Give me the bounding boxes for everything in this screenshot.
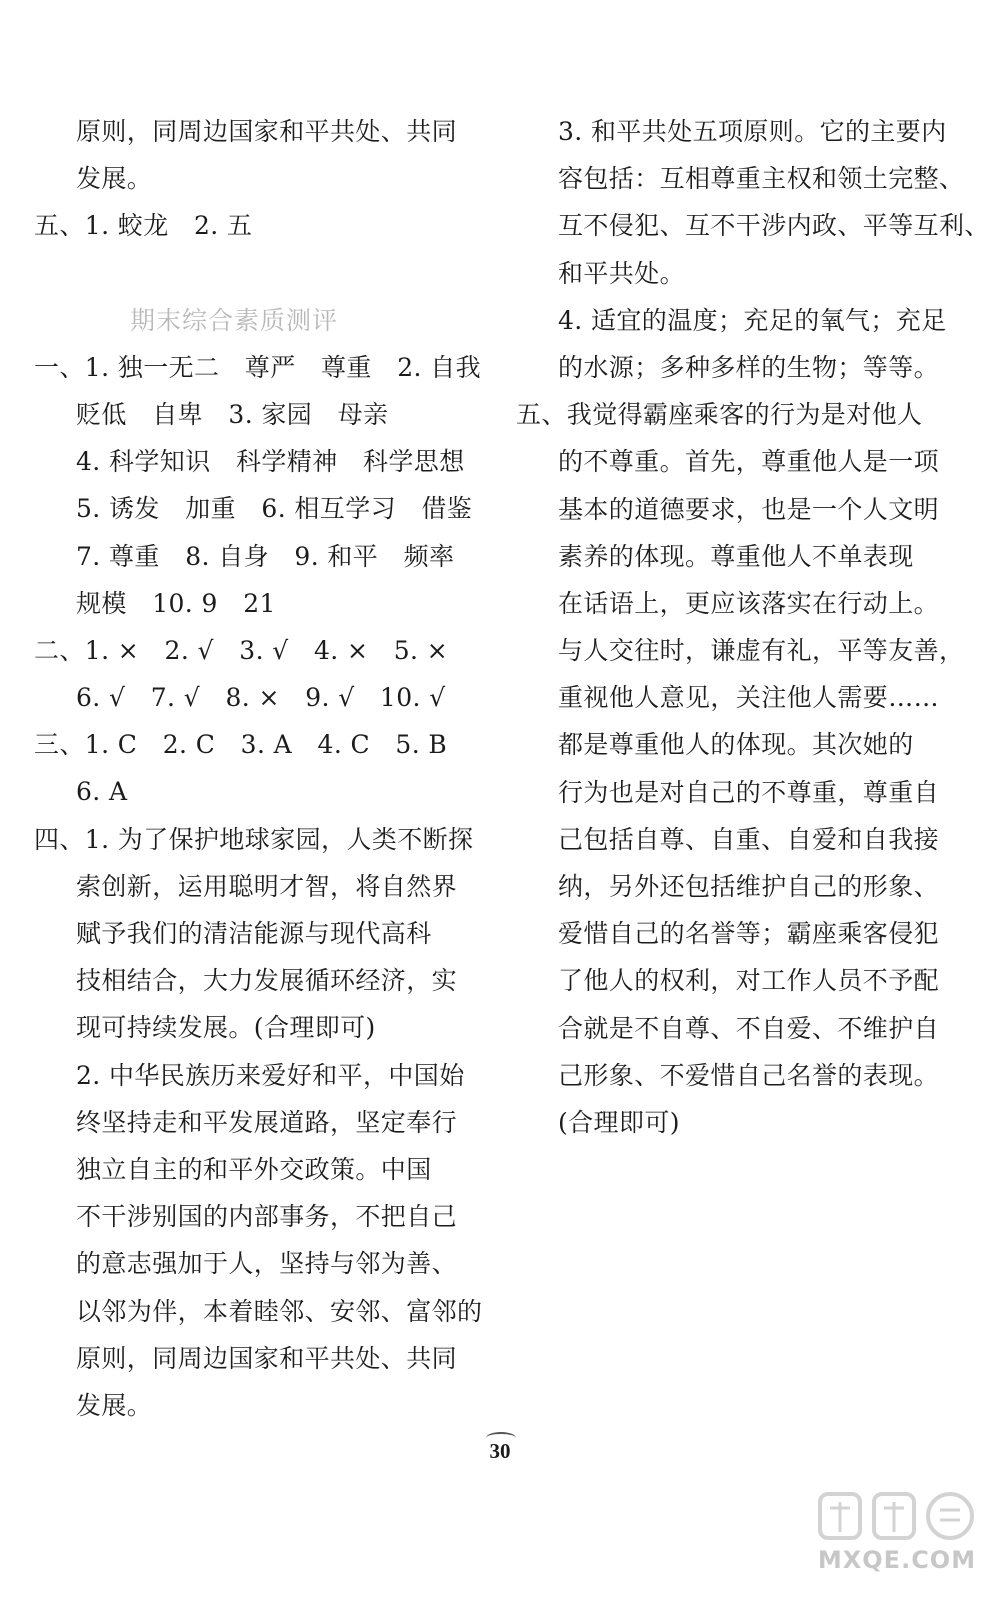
right-text-line: (合理即可) <box>558 1107 680 1137</box>
left-column <box>34 108 482 1429</box>
right-text-line: 互不侵犯、互不干涉内政、平等互利、 <box>558 211 990 241</box>
right-text-line: 的水源；多种多样的生物；等等。 <box>558 352 940 382</box>
right-text-line: 了他人的权利，对工作人员不予配 <box>558 966 940 996</box>
right-text-line: 纳，另外还包括维护自己的形象、 <box>558 872 940 901</box>
left-text-line: 一、1. 独一无二 尊严 尊重 2. 自我 <box>34 352 481 382</box>
left-text-line: 现可持续发展。(合理即可) <box>76 1013 376 1043</box>
left-text-line: 的意志强加于人，坚持与邻为善、 <box>76 1249 458 1279</box>
right-text-line: 重视他人意见，关注他人需要…… <box>558 683 940 713</box>
left-text-line: 发展。 <box>76 1390 153 1420</box>
left-text-line: 规模 10. 9 21 <box>76 588 276 618</box>
left-text-line: 4. 科学知识 科学精神 科学思想 <box>76 447 465 477</box>
right-text-line: 己包括自尊、自重、自爱和自我接 <box>558 824 940 854</box>
right-text-line: 爱惜自己的名誉等；霸座乘客侵犯 <box>558 919 940 949</box>
left-text-line: 五、1. 蛟龙 2. 五 <box>34 211 253 241</box>
left-text-line: 以邻为伴，本着睦邻、安邻、富邻的 <box>76 1296 483 1326</box>
right-text-line: 3. 和平共处五项原则。它的主要内 <box>558 117 947 146</box>
left-text-line: 6. √ 7. √ 8. × 9. √ 10. √ <box>76 683 446 713</box>
right-text-line: 4. 适宜的温度；充足的氧气；充足 <box>558 305 947 335</box>
left-text-line: 独立自主的和平外交政策。中国 <box>76 1154 432 1184</box>
page-number: 30 <box>489 1439 511 1463</box>
left-text-line: 四、1. 为了保护地球家园，人类不断探 <box>34 824 474 854</box>
right-text-line: 都是尊重他人的体现。其次她的 <box>558 730 914 760</box>
right-text-line: 与人交往时，谦虚有礼，平等友善， <box>558 636 965 666</box>
left-text-line: 赋予我们的清洁能源与现代高科 <box>76 919 432 948</box>
left-text-line: 终坚持走和平发展道路，坚定奉行 <box>76 1107 458 1137</box>
right-text-line: 在话语上，更应该落实在行动上。 <box>558 588 940 618</box>
section-title: 期末综合素质测评 <box>130 305 339 335</box>
left-text-line: 二、1. × 2. √ 3. √ 4. × 5. × <box>34 635 449 665</box>
left-text-line: 2. 中华民族历来爱好和平，中国始 <box>76 1060 465 1090</box>
right-text-line: 基本的道德要求，也是一个人文明 <box>558 494 940 524</box>
right-text-line: 和平共处。 <box>558 258 686 288</box>
right-text-line: 合就是不自尊、不自爱、不维护自 <box>558 1013 940 1043</box>
right-text-line: 素养的体现。尊重他人不单表现 <box>558 541 914 571</box>
right-text-line: 己形象、不爱惜自己名誉的表现。 <box>558 1060 940 1090</box>
right-text-line: 五、我觉得霸座乘客的行为是对他人 <box>516 400 923 430</box>
right-text-line: 行为也是对自己的不尊重，尊重自 <box>558 777 940 807</box>
left-text-line: 索创新，运用聪明才智，将自然界 <box>76 871 458 901</box>
left-text-line: 发展。 <box>76 164 153 194</box>
left-text-line: 6. A <box>76 777 128 807</box>
left-text-line: 贬低 自卑 3. 家园 母亲 <box>76 399 389 429</box>
right-text-line: 容包括：互相尊重主权和领土完整、 <box>558 164 965 194</box>
left-text-line: 原则，同周边国家和平共处、共同 <box>76 1343 458 1373</box>
left-text-line: 原则，同周边国家和平共处、共同 <box>76 117 458 146</box>
left-text-line: 三、1. C 2. C 3. A 4. C 5. B <box>34 730 448 760</box>
watermark-logo <box>812 1488 982 1588</box>
left-text-line: 7. 尊重 8. 自身 9. 和平 频率 <box>76 541 455 571</box>
left-text-line: 不干涉别国的内部事务，不把自己 <box>76 1202 458 1232</box>
right-text-line: 的不尊重。首先，尊重他人是一项 <box>558 447 940 477</box>
watermark-icon <box>812 1488 982 1548</box>
watermark-text: MXQE.COM <box>817 1546 977 1574</box>
left-text-line: 5. 诱发 加重 6. 相互学习 借鉴 <box>76 494 473 524</box>
right-column <box>516 108 990 1146</box>
left-text-line: 技相结合，大力发展循环经济，实 <box>76 966 458 996</box>
